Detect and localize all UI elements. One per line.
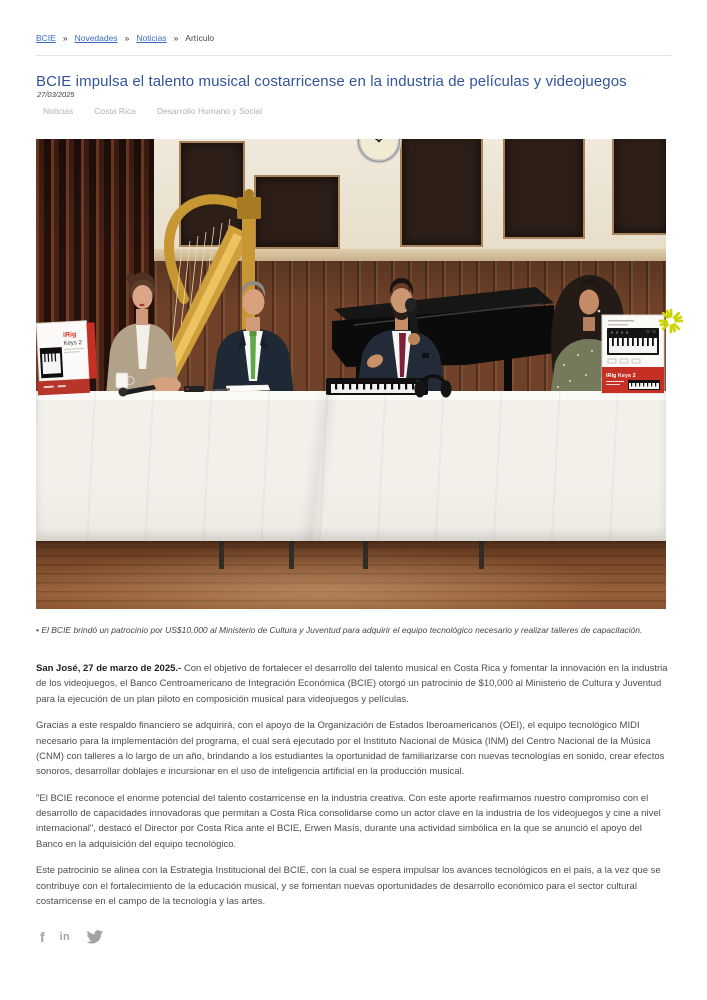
paragraph-3: "El BCIE reconoce el enorme potencial del talento costarricense en la industria creativa. Con este aporte reafirmamos nuestro compromiso con el desarrollo de capacidades innovadoras que permitan a Costa Rica consolidarse como un actor clave en la industria de los videojuegos y cine a nivel internacional", destacó el Director por Costa Rica ante el BCIE, Erwen Masís, durante una actividad simbólica en la que se anunció el apoyo del Banco en la adquisición del equipo tecnológico. — [36, 792, 661, 850]
audio-recorder — [184, 386, 204, 392]
paragraph-1-text: Con el objetivo de fortalecer el desarrollo del talento musical en Costa Rica y fomentar la innovación en la industria de los videojuegos, el Banco Centroamericano de Integración Económica (BCIE) otorgó un patrocinio de $10,000 al Ministerio de Cultura y Juventud para la ejecución de un plan piloto en composición musical para videojuegos y películas. — [36, 663, 668, 705]
page-title: BCIE impulsa el talento musical costarricense en la industria de películas y videojuegos — [36, 73, 627, 91]
article-body — [36, 661, 670, 920]
twitter-icon[interactable] — [85, 930, 104, 946]
breadcrumb-separator: » — [124, 33, 130, 43]
paragraph-1 — [36, 661, 670, 707]
irig-box-right — [602, 315, 664, 393]
svg-text:iRig: iRig — [62, 331, 77, 340]
tag-desarrollo-humano[interactable]: Desarrollo Humano y Social — [156, 106, 263, 116]
linkedin-icon[interactable]: in — [59, 930, 71, 943]
facebook-icon[interactable]: f — [40, 928, 45, 945]
white-cup — [116, 373, 134, 388]
tag-row — [43, 106, 262, 116]
header-divider — [36, 55, 671, 56]
article-photo — [36, 139, 666, 609]
asterisk-icon[interactable] — [658, 308, 684, 334]
paper-sheet — [212, 385, 270, 392]
photo-caption: • El BCIE brindó un patrocinio por US$10,000 al Ministerio de Cultura y Juventud para adquirir el equipo tecnológico necesario y realizar talleres de capacitación. — [36, 625, 643, 635]
svg-text:Keys 2: Keys 2 — [63, 340, 83, 348]
tag-noticias[interactable]: Noticias — [43, 106, 74, 116]
breadcrumb-link-noticias[interactable]: Noticias — [136, 33, 167, 43]
social-share-bar — [40, 927, 104, 946]
table-items — [36, 139, 666, 609]
breadcrumb-link-bcie[interactable]: BCIE — [36, 33, 56, 43]
breadcrumb-separator: » — [173, 33, 179, 43]
paragraph-1-lead: San José, 27 de marzo de 2025.- — [36, 663, 182, 674]
midi-keyboard — [326, 378, 428, 395]
breadcrumb-separator: » — [62, 33, 68, 43]
article-date: 27/03/2025 — [37, 90, 75, 99]
breadcrumb — [36, 33, 214, 43]
tag-costa-rica[interactable]: Costa Rica — [94, 106, 136, 116]
breadcrumb-current-articulo: Artículo — [185, 33, 215, 43]
paragraph-4: Este patrocinio se alinea con la Estrategia Institucional del BCIE, con la cual se espera impulsar los avances tecnológicos en el país, a la vez que se contribuye con el fortalecimiento de la educación musical, y se fomentan nuevas oportunidades de desarrollo económico para el sector cultural costarricense en el campo de la tecnología y las artes. — [36, 865, 661, 907]
breadcrumb-link-novedades[interactable]: Novedades — [74, 33, 118, 43]
svg-text:iRig Keys 2: iRig Keys 2 — [606, 373, 636, 379]
irig-box-left — [36, 320, 98, 395]
paragraph-2: Gracias a este respaldo financiero se adquirirá, con el apoyo de la Organización de Estados Iberoamericanos (OEI), el equipo tecnológico MIDI necesario para la implementación del programa, el cual será ejecutado por el Instituto Nacional de Música (INM) del Centro Nacional de la Música (CNM) con talleres a lo largo de un año, brindando a los estudiantes la oportunidad de familiarizarse con nuevas tecnologías en sonido, crear efectos sonoros, desarrollar doblajes e incursionar en el uso de inteligencia artificial en la producción musical. — [36, 720, 665, 778]
